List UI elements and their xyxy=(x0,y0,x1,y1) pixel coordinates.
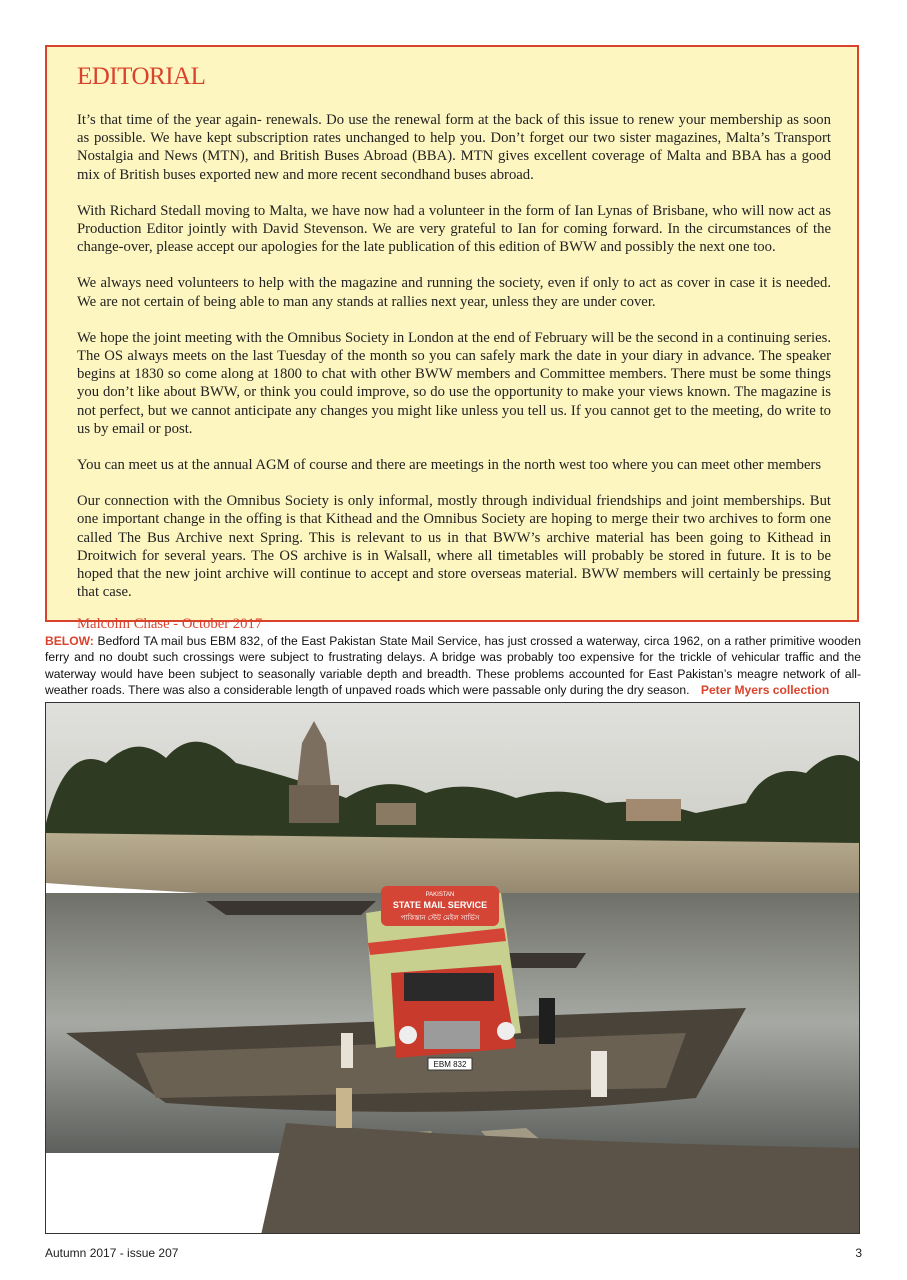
editorial-paragraph: We hope the joint meeting with the Omnibus Society in London at the end of February will be the second in a continuing series. The OS always meets on the last Tuesday of the month so you can safely mark the date in your diary in advance. The speaker begins at 1830 so come along at 1800 to chat with other BWW members and Committee members. There must be some things you don’t like about BWW, or think you could improve, so do use the opportunity to make your views known. The magazine is not perfect, but we cannot anticipate any changes you might like unless you tell us. If you cannot get to the meeting, do write to us by email or post. xyxy=(77,329,831,437)
bus-sign-main: STATE MAIL SERVICE xyxy=(392,900,488,910)
bus-grille xyxy=(424,1021,480,1049)
distant-boat xyxy=(206,901,376,915)
bus-plate-text: EBM 832 xyxy=(433,1060,467,1069)
bus-headlight xyxy=(497,1022,515,1040)
footer-issue: Autumn 2017 - issue 207 xyxy=(45,1246,179,1260)
bus-sign-top: PAKISTAN xyxy=(425,892,455,898)
editorial-signature: Malcolm Chase - October 2017 xyxy=(77,616,263,633)
editorial-paragraph: You can meet us at the annual AGM of course and there are meetings in the north west too where you can meet other members xyxy=(77,457,822,474)
editorial-title: EDITORIAL xyxy=(77,63,206,90)
person xyxy=(341,1033,353,1068)
caption-credit: Peter Myers collection xyxy=(700,683,830,698)
bus-headlight xyxy=(399,1026,417,1044)
editorial-paragraph: Our connection with the Omnibus Society is only informal, mostly through individual friendships and joint memberships. But one important change in the offing is that Kithead and the Omnibus Society are hoping to merge their two archives to form one called The Bus Archive next Spring. This is relevant to us in that BWW’s archive material has been going to Kithead in Droitwich for several years. The OS archive is in Walsall, where all timetables will probably be stored in future. It is to be hoped that the new joint archive will continue to accept and store overseas material. BWW members will certainly be pressing that case. xyxy=(77,493,831,601)
bus-sign-bengali: পাকিস্তান স্টেট মেইল সার্ভিস xyxy=(400,914,480,922)
footer-page-number: 3 xyxy=(855,1246,862,1260)
person xyxy=(539,998,555,1044)
editorial-box xyxy=(45,45,859,633)
person xyxy=(591,1051,607,1097)
bus-windscreen xyxy=(404,973,494,1001)
photo-illustration xyxy=(46,703,860,1234)
editorial-paragraph: With Richard Stedall moving to Malta, we have now had a volunteer in the form of Ian Lynas of Brisbane, who will now act as Production Editor jointly with David Stevenson. We are very grateful to Ian for coming forward. In the circumstances of the change-over, please accept our apologies for the late publication of this edition of BWW and possibly the next one too. xyxy=(77,202,831,256)
caption-lead: BELOW: xyxy=(45,634,94,648)
caption-text: Bedford TA mail bus EBM 832, of the East Pakistan State Mail Service, has just crossed a waterway, circa 1962, on a rather primitive wooden ferry and no doubt such crossings were subject to frustrating delays. A bridge was probably too expensive for the trickle of vehicular traffic and the waterway would have been subject to seasonally variable depth and breadth. These problems accounted for East Pakistan’s meagre network of all-weather roads. There was also a considerable length of unpaved roads which were passable only during the dry season. xyxy=(45,634,861,698)
hut xyxy=(626,799,681,821)
ferry-bus-photo xyxy=(45,702,860,1234)
editorial-paragraph: We always need volunteers to help with the magazine and running the society, even if only to act as cover in case it is needed. We are not certain of being able to man any stands at rallies next year, unless they are under cover. xyxy=(77,275,831,310)
editorial-paragraph: It’s that time of the year again- renewals. Do use the renewal form at the back of this issue to renew your membership as soon as possible. We have kept subscription rates unchanged to help you. Don’t forget our two sister magazines, Malta’s Transport Nostalgia and News (MTN), and British Buses Abroad (BBA). MTN gives excellent coverage of Malta and BBA has a good mix of British buses exported new and more recent secondhand buses abroad. xyxy=(77,112,831,183)
person xyxy=(336,1088,352,1128)
temple-base xyxy=(289,785,339,823)
photo-caption xyxy=(45,633,861,699)
hut xyxy=(376,803,416,825)
